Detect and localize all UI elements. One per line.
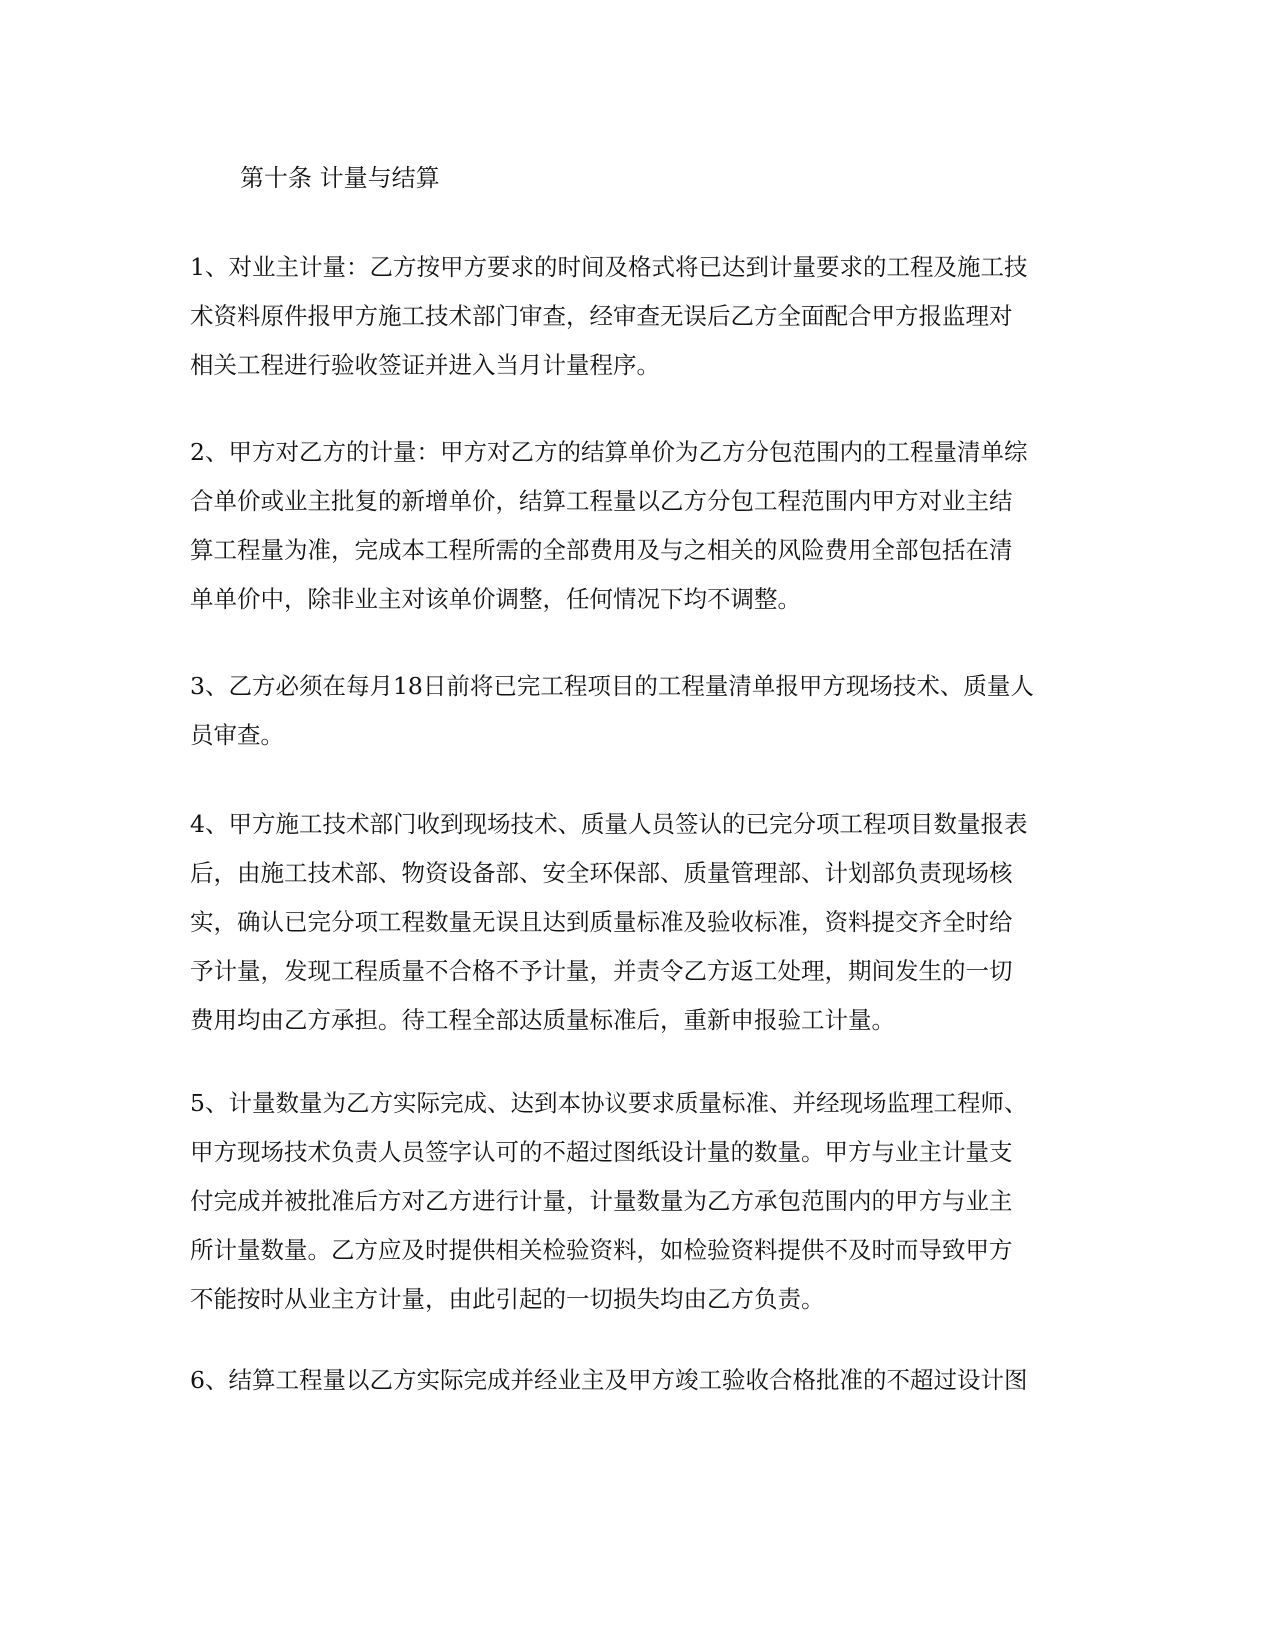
clause-3-line-1: 3、乙方必须在每月18日前将已完工程项目的工程量清单报甲方现场技术、质量人 xyxy=(190,672,1034,700)
clause-4 xyxy=(190,800,1090,1045)
clause-1-line-2: 术资料原件报甲方施工技术部门审查，经审查无误后乙方全面配合甲方报监理对 xyxy=(190,302,1013,330)
clause-2 xyxy=(190,428,1090,624)
clause-4-line-3: 实，确认已完分项工程数量无误且达到质量标准及验收标准，资料提交齐全时给 xyxy=(190,908,1013,936)
clause-5-line-1: 5、计量数量为乙方实际完成、达到本协议要求质量标准、并经现场监理工程师、 xyxy=(190,1089,1028,1117)
clause-4-line-1: 4、甲方施工技术部门收到现场技术、质量人员签认的已完分项工程项目数量报表 xyxy=(190,810,1028,838)
clause-4-line-4: 予计量，发现工程质量不合格不予计量，并责令乙方返工处理，期间发生的一切 xyxy=(190,957,1013,985)
clause-5-line-4: 所计量数量。乙方应及时提供相关检验资料，如检验资料提供不及时而导致甲方 xyxy=(190,1236,1013,1264)
clause-4-line-2: 后，由施工技术部、物资设备部、安全环保部、质量管理部、计划部负责现场核 xyxy=(190,859,1013,887)
clause-2-line-3: 算工程量为准，完成本工程所需的全部费用及与之相关的风险费用全部包括在清 xyxy=(190,536,1013,564)
clause-5-line-3: 付完成并被批准后方对乙方进行计量，计量数量为乙方承包范围内的甲方与业主 xyxy=(190,1187,1013,1215)
clause-2-line-4: 单单价中，除非业主对该单价调整，任何情况下均不调整。 xyxy=(190,585,801,613)
clause-4-line-5: 费用均由乙方承担。待工程全部达质量标准后，重新申报验工计量。 xyxy=(190,1006,895,1034)
clause-6 xyxy=(190,1356,1090,1405)
clause-1 xyxy=(190,243,1090,390)
clause-5-line-2: 甲方现场技术负责人员签字认可的不超过图纸设计量的数量。甲方与业主计量支 xyxy=(190,1138,1013,1166)
clause-5-line-5: 不能按时从业主方计量，由此引起的一切损失均由乙方负责。 xyxy=(190,1285,825,1313)
clause-3-line-2: 员审查。 xyxy=(190,721,284,749)
clause-1-line-3: 相关工程进行验收签证并进入当月计量程序。 xyxy=(190,351,660,379)
clause-2-line-1: 2、甲方对乙方的计量：甲方对乙方的结算单价为乙方分包范围内的工程量清单综 xyxy=(190,438,1028,466)
clause-2-line-2: 合单价或业主批复的新增单价，结算工程量以乙方分包工程范围内甲方对业主结 xyxy=(190,487,1013,515)
clause-3 xyxy=(190,662,1090,760)
article-heading: 第十条 计量与结算 xyxy=(240,164,440,192)
clause-1-line-1: 1、对业主计量：乙方按甲方要求的时间及格式将已达到计量要求的工程及施工技 xyxy=(190,253,1028,281)
clause-5 xyxy=(190,1079,1090,1324)
clause-6-line-1: 6、结算工程量以乙方实际完成并经业主及甲方竣工验收合格批准的不超过设计图 xyxy=(190,1366,1028,1394)
